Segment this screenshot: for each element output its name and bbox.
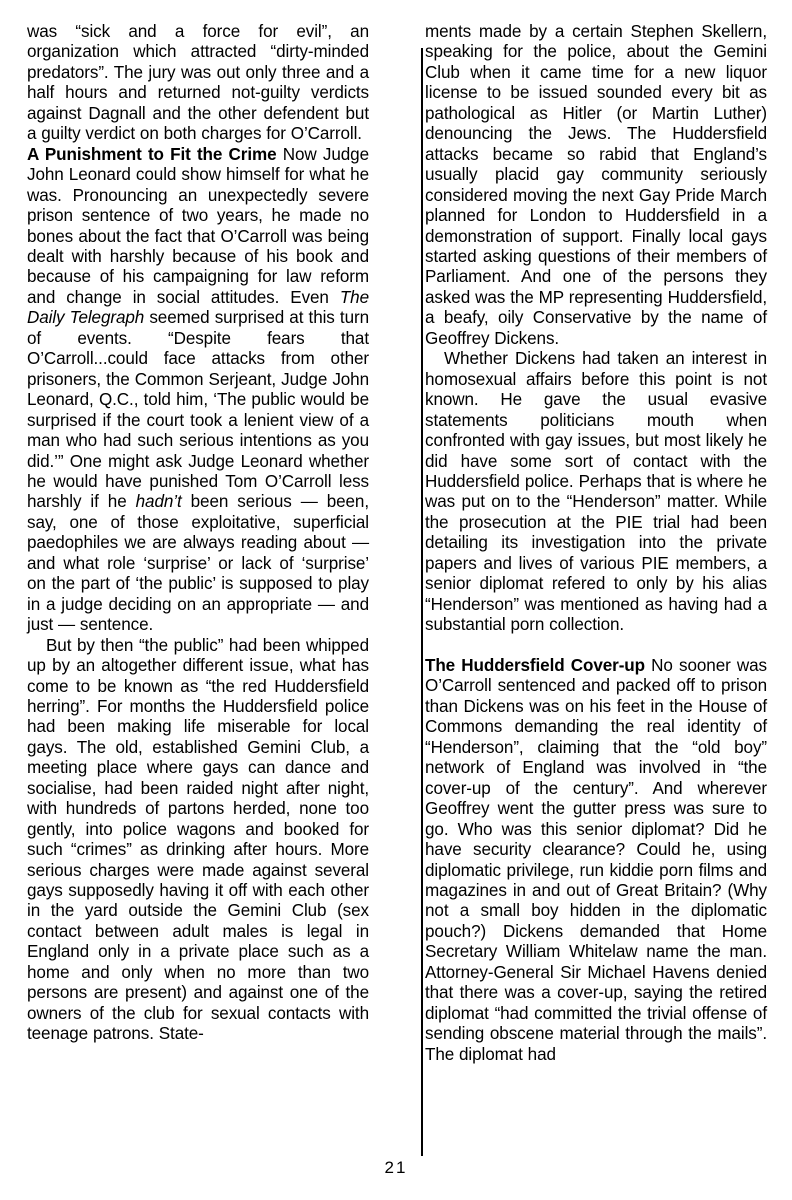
- left-text-column: [27, 22, 369, 1045]
- two-column-body: [27, 22, 767, 1132]
- text-run-normal: Whether Dickens had taken an interest in homosexual affairs before this point is not known. He gave the usual evasive statements politicians mouth when confronted with gay issues, but most likely he did have some sort of contact with the Huddersfield police. Perhaps that is where he was put on to the “Henderson” matter. While the prosecution at the PIE trial had been detailing its investigation into the private papers and lives of various PIE members, a senior diplomat refered to only by his alias “Henderson” was mentioned as having had a substantial porn collection.: [425, 349, 767, 635]
- paragraph-statements-skellern-continued: [425, 22, 767, 349]
- text-run-normal: been serious — been, say, one of those exploitative, superficial paedophiles we are always reading about — and what role ‘surprise’ or lack of ‘surprise’ on the part of ‘the public’ is supposed to play in a judge deciding on an appropriate — and just — sentence.: [27, 492, 369, 635]
- text-run-normal: was “sick and a force for evil”, an organization which attracted “dirty-minded predators”. The jury was out only three and a half hours and returned not-guilty verdicts against Dagnall and the other defendent but a guilty verdict on both charges for O’Carroll.: [27, 22, 369, 144]
- paragraph-red-huddersfield-herring: [27, 636, 369, 1045]
- text-run-normal: ments made by a certain Stephen Skellern, speaking for the police, about the Gemini Club when it came time for a new liquor license to be issued sounded every bit as pathological as Hitler (or Martin Luther) denouncing the Jews. The Huddersfield attacks became so rabid that England’s usually placid gay community seriously considered moving the next Gay Pride March planned for London to Huddersfield in a demonstration of support. Finally local gays started asking questions of their members of Parliament. And one of the persons they asked was the MP representing Huddersfield, a beafy, oily Conservative by the name of Geoffrey Dickens.: [425, 22, 767, 348]
- page-number: 21: [384, 1158, 408, 1177]
- right-text-column: [425, 22, 767, 1065]
- text-run-normal: Now Judge John Leonard could show himself for what he was. Pronouncing an unexpectedly severe prison sentence of two years, he made no bones about the fact that O’Carroll was being dealt with harshly because of his book and because of his campaigning for law reform and change in social attitudes. Even: [27, 144, 369, 307]
- paragraph-whether-dickens: [425, 349, 767, 635]
- text-run-bold: The Huddersfield Cover-up: [425, 656, 645, 676]
- paragraph-a-punishment-to-fit-the-crime: [27, 145, 369, 636]
- text-run-normal: But by then “the public” had been whipped up by an altogether different issue, what has come to be known as “the red Huddersfield herring”. For months the Huddersfield police had been making life miserable for local gays. The old, established Gemini Club, a meeting place where gays can dance and socialise, had been raided night after night, with hundreds of partons herded, none too gently, into police wagons and booked for such “crimes” as drinking after hours. More serious charges were made against several gays supposedly having it off with each other in the yard outside the Gemini Club (sex contact between adult males is legal in England only in a private place such as a home and only when no more than two persons are present) and against one of the owners of the club for sexual contacts with teenage patrons. State-: [27, 635, 369, 1044]
- text-run-normal: No sooner was O’Carroll sentenced and packed off to prison than Dickens was on his feet in the House of Commons demanding the real identity of “Henderson”, claiming that the “old boy” network of England was involved in “the cover-up of the century”. And wherever Geoffrey went the gutter press was sure to go. Who was this senior diplomat? Did he have security clearance? Could he, using diplomatic privilege, run kiddie porn films and magazines in and out of Great Britain? (Why not a small boy hidden in the diplomatic pouch?) Dickens demanded that Home Secretary William Whitelaw name the man. Attorney-General Sir Michael Havens denied that there was a cover-up, saying the retired diplomat “had committed the trivial offense of sending obscene material through the mails”. The diplomat had: [425, 656, 767, 1064]
- paragraph-the-huddersfield-cover-up: [425, 656, 767, 1065]
- paragraph-continued-from-previous-page: [27, 22, 369, 145]
- text-run-italic: The Daily Telegraph: [27, 287, 369, 328]
- text-run-normal: seemed surprised at this turn of events. “Despite fears that O’Carroll...could face attacks from other prisoners, the Common Serjeant, Judge John Leonard, Q.C., told him, ‘The public would be surprised if the court took a lenient view of a man who had such serious intentions as you did.’” One might ask Judge Leonard whether he would have punished Tom O’Carroll less harshly if he: [27, 308, 369, 512]
- text-run-bold: A Punishment to Fit the Crime: [27, 144, 277, 164]
- text-run-italic: hadn’t: [135, 492, 182, 512]
- column-divider-rule: [421, 48, 423, 1156]
